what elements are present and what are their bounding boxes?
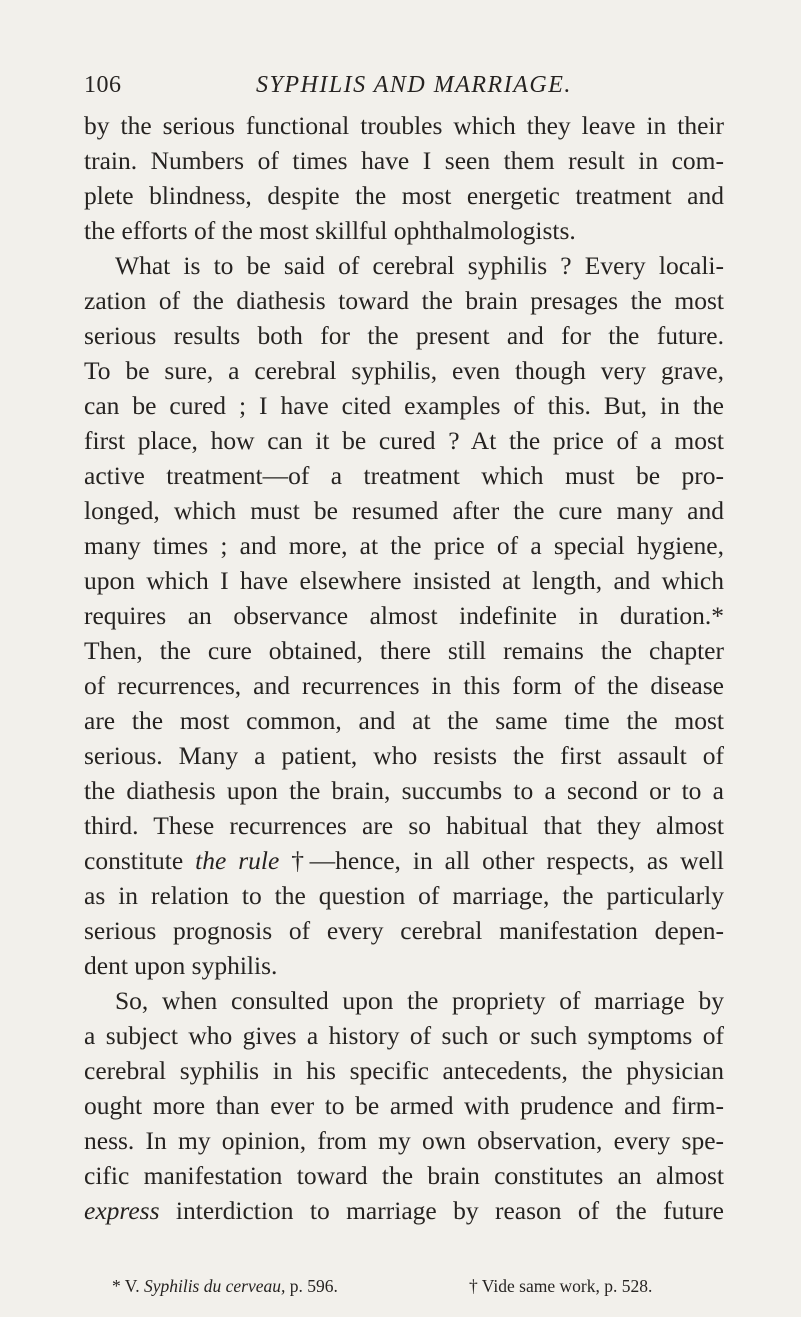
text-line: dent upon syphilis. [84,951,278,980]
text-line: requires an observance almost indefinite in duration.* [84,601,724,630]
footnote-title: Syphilis du cerveau, [143,1276,286,1296]
paragraph-start-line: What is to be said of cerebral syphilis ? Every locali- [115,251,724,280]
text-line: of recurrences, and recurrences in this form of the disease [84,671,724,700]
text-line-with-italic [84,843,724,878]
text-line: as in relation to the question of marriage, the particularly [84,881,724,910]
text-line: a subject who gives a history of such or such symptoms of [84,1021,724,1050]
body-text [84,108,724,1228]
text-line: serious results both for the present and for the future. [84,321,724,350]
text-line: by the serious functional troubles which they leave in their [84,111,724,140]
text-line: ought more than ever to be armed with prudence and firm- [84,1091,724,1120]
footnote-mark: * V. [112,1276,144,1296]
text-segment: †—hence, in all other respects, as well [279,846,724,875]
text-line-with-italic [84,1193,724,1228]
text-line: are the most common, and at the same time the most [84,706,724,735]
text-line: serious. Many a patient, who resists the first assault of [84,741,724,770]
text-segment: interdiction to marriage by reason of the future [159,1196,724,1225]
text-line: longed, which must be resumed after the cure many and [84,496,724,525]
text-line: many times ; and more, at the price of a special hygiene, [84,531,724,560]
text-line: ness. In my opinion, from my own observation, every spe- [84,1126,724,1155]
text-line: the efforts of the most skillful ophthalmologists. [84,216,576,245]
text-line: Then, the cure obtained, there still remains the chapter [84,636,724,665]
text-line: train. Numbers of times have I seen them result in com- [84,146,724,175]
text-line: first place, how can it be cured ? At the price of a most [84,426,724,455]
footnote-page: p. 596. [285,1276,338,1296]
text-line: third. These recurrences are so habitual that they almost [84,811,724,840]
text-line: the diathesis upon the brain, succumbs to a second or to a [84,776,724,805]
text-line: zation of the diathesis toward the brain presages the most [84,286,724,315]
paragraph-start-line: So, when consulted upon the propriety of marriage by [115,986,724,1015]
footnote-asterisk [112,1276,338,1297]
text-line: cific manifestation toward the brain constitutes an almost [84,1161,724,1190]
text-line: serious prognosis of every cerebral manifestation depen- [84,916,724,945]
running-title: SYPHILIS AND MARRIAGE. [256,72,572,98]
italic-phrase: the rule [195,846,280,875]
italic-phrase: express [84,1196,160,1225]
text-line: To be sure, a cerebral syphilis, even though very grave, [84,356,724,385]
page-number: 106 [84,72,122,98]
text-line: plete blindness, despite the most energetic treatment and [84,181,724,210]
text-line: cerebral syphilis in his specific antecedents, the physician [84,1056,724,1085]
footnotes [112,1276,724,1302]
footnote-dagger: † Vide same work, p. 528. [469,1276,653,1296]
text-segment: constitute [84,846,196,875]
text-line: upon which I have elsewhere insisted at length, and which [84,566,724,595]
text-line: active treatment—of a treatment which must be pro- [84,461,724,490]
running-header [84,72,724,106]
text-line: can be cured ; I have cited examples of this. But, in the [84,391,724,420]
